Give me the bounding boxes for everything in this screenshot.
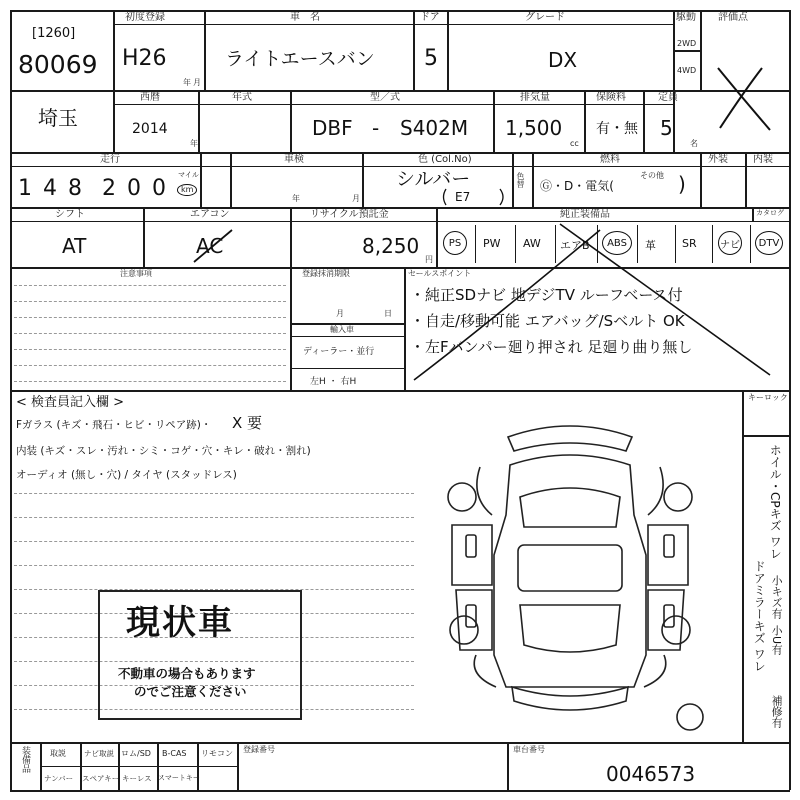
color-label: 色 (Col.No) [418,154,472,165]
model-prefix: DBF [312,116,353,140]
score-x-mark [700,50,790,150]
border-left [10,10,12,790]
capacity-unit: 名 [690,139,698,148]
rule [362,152,364,207]
recycle-amount: 8,250 [362,234,420,258]
caution-label: 注意事項 [120,269,152,278]
chassis-number: 0046573 [606,762,696,786]
mileage-label: 走行 [100,154,120,165]
displacement: 1,500 [505,116,563,140]
year-unit: 年 [183,78,191,87]
mileage-unit: km [177,184,197,196]
score-label: 評価点 [718,12,748,23]
equip-sr: SR [682,237,697,250]
interior-line: 内装 (キズ・スレ・汚れ・シミ・コゲ・穴・キレ・破れ・割れ) [16,445,311,457]
sales-points-label: セールスポイント [408,269,472,278]
sales-point-2: ・自走/移動可能 エアバッグ/Sベルト OK [410,312,685,330]
stamp-title: 現状車 [126,603,234,643]
footer-item: ナビ取説 [84,749,114,758]
footer-item: ナンバー [44,774,74,783]
car-name-label: 車 名 [290,12,320,23]
capacity: 5 [660,116,673,140]
recycle-unit: 円 [425,255,433,264]
footer-item: ロム/SD [121,749,151,758]
mileage-digit: 2 [102,176,116,201]
footer-item: リモコン [201,749,233,758]
ac-label: エアコン [190,209,230,220]
equipment-catalog: カタログ [756,209,784,217]
equip-abs-circled: ABS [602,231,632,255]
footer-item: スマートキー [158,774,200,782]
equipment-label: 純正装備品 [560,209,610,220]
drive-label: 駆動 [676,12,696,23]
equip-ps-circled: PS [443,231,467,255]
model-label: 型／式 [370,92,400,103]
drive-4wd: 4WD [677,66,697,75]
first-reg-year: H26 [122,46,167,71]
dealer-parallel: ディーラー・並行 [303,347,375,357]
doors-label: ドア [420,12,440,23]
rule [507,742,509,790]
drive-2wd: 2WD [677,39,697,48]
footer-item: 取説 [50,749,66,758]
inspection-year-unit: 年 [292,194,300,203]
keylock-label: キーロック [748,393,788,402]
rule [113,90,115,152]
handle: 左H ・ 右H [310,377,357,387]
color: シルバー [396,168,471,190]
chassis-label: 車台番号 [513,745,545,754]
lot-small: [1260] [32,26,76,41]
mileage-digit: 8 [68,176,82,201]
rule [237,742,239,790]
inspection-label: 車検 [284,154,304,165]
recycle-label: リサイクル預託金 [310,209,389,220]
first-reg-label: 初度登録 [125,12,165,23]
equip-navi-circled: ナビ [718,231,742,255]
sales-x-mark [400,210,790,390]
displacement-label: 排気量 [520,92,550,103]
rule [290,267,292,390]
mileage-unit-top: マイル [178,171,199,179]
rule [204,10,206,90]
rule [745,152,747,207]
rule [198,90,200,152]
rule [113,10,115,90]
inspector-title: < 検査員記入欄 > [16,395,125,410]
model-dash: - [372,116,380,140]
rule [200,152,202,207]
rule [673,50,700,52]
border-bottom [10,790,790,792]
lot-number: 80069 [18,50,98,79]
equip-airbag: エアB [560,239,590,252]
side-note: 小U有 [770,625,784,656]
equip-pw: PW [483,237,501,250]
color-change-label: 色替 [516,172,525,188]
car-name: ライトエースバン [225,48,375,70]
rule [290,207,292,267]
rule [584,90,586,152]
year-unit-2: 年 [190,139,198,148]
western-year-label: 西暦 [140,92,160,103]
prefecture: 埼玉 [38,106,78,130]
rule-row3 [10,207,790,209]
rule [113,24,673,25]
mileage-digit: 4 [43,176,57,201]
side-note: 補修有 [770,695,784,728]
audio-line: オーディオ (無し・穴) / タイヤ (スタッドレス) [16,469,237,481]
color-code-bracket [440,188,510,206]
rule [413,10,415,90]
displacement-unit: cc [570,139,579,148]
rule [700,152,702,207]
sales-point-3: ・左Fバンパー廻り押され 足廻り曲り無し [410,338,693,356]
rule [143,207,145,267]
equip-aw: AW [523,237,541,250]
footer-item: キーレス [122,774,152,783]
western-year: 2014 [132,121,168,137]
exterior-label: 外装 [708,154,728,165]
deadline-month: 月 [336,309,344,318]
registration-label: 登録番号 [243,745,275,754]
ac-strike [188,226,238,266]
rule [10,166,790,167]
shift-label: シフト [55,209,85,220]
rule [230,152,232,207]
fuel-label: 燃料 [600,154,620,165]
footer-item: B-CAS [162,749,187,758]
footer-row-label: 装備品 [20,746,30,773]
sales-point-1: ・純正SDナビ 地デジTV ルーフベース付 [410,286,683,304]
rule [113,104,673,105]
fuel-close: ) [678,172,686,196]
tax-value: 有・無 [596,121,638,137]
inspection-month-unit: 月 [352,194,360,203]
grade: DX [548,48,578,72]
mileage-digit: 0 [127,176,141,201]
glass-line: Fガラス (キズ・飛石・ヒビ・リペア跡)・ [16,419,212,431]
side-note: ホイル・CPキズ ワレ [768,444,783,560]
deadline-label: 登録抹消期限 [302,269,350,278]
equip-leather: 革 [645,239,656,252]
rule [673,10,675,152]
rule [40,766,237,767]
interior-label: 内装 [753,154,773,165]
stamp-line-2: のでご注意ください [134,684,247,699]
tax-label: 保険料 [596,92,626,103]
doors: 5 [424,46,438,71]
car-diagram [420,405,720,735]
footer-item: スペアキー [82,774,120,783]
ac: AC [196,234,224,258]
side-note: ドアミラーキズ ワレ [752,560,767,672]
fuel-options: Ⓖ・D・電気( [540,179,614,193]
rule-row2 [10,152,790,154]
fuel-other: その他 [640,171,664,180]
equip-dtv-circled: DTV [755,231,783,255]
rule [742,435,790,437]
rule [532,152,534,207]
rule [290,90,292,152]
deadline-day: 日 [384,309,392,318]
as-is-stamp [98,590,302,720]
glass-mark: X 要 [232,414,263,432]
rule [742,390,744,742]
shift: AT [62,234,87,258]
caution-lines [14,284,286,396]
capacity-label: 定員 [658,92,678,103]
rule [512,152,514,207]
rule [493,90,495,152]
side-note: 小キズ有 [770,575,784,619]
rule [290,336,404,337]
mileage-digit: 0 [152,176,166,201]
rule [447,10,449,90]
rule [643,90,645,152]
rule [290,368,404,369]
color-code: E7 [455,190,471,204]
model-year-label: 年式 [232,92,252,103]
grade-label: グレード [525,12,565,23]
mileage-digit: 1 [18,176,32,201]
month-unit: 月 [193,78,201,87]
import-label: 輸入車 [330,325,354,334]
rule-footer [10,742,790,744]
model-code: S402M [400,116,469,140]
stamp-line-1: 不動車の場合もあります [118,666,256,681]
